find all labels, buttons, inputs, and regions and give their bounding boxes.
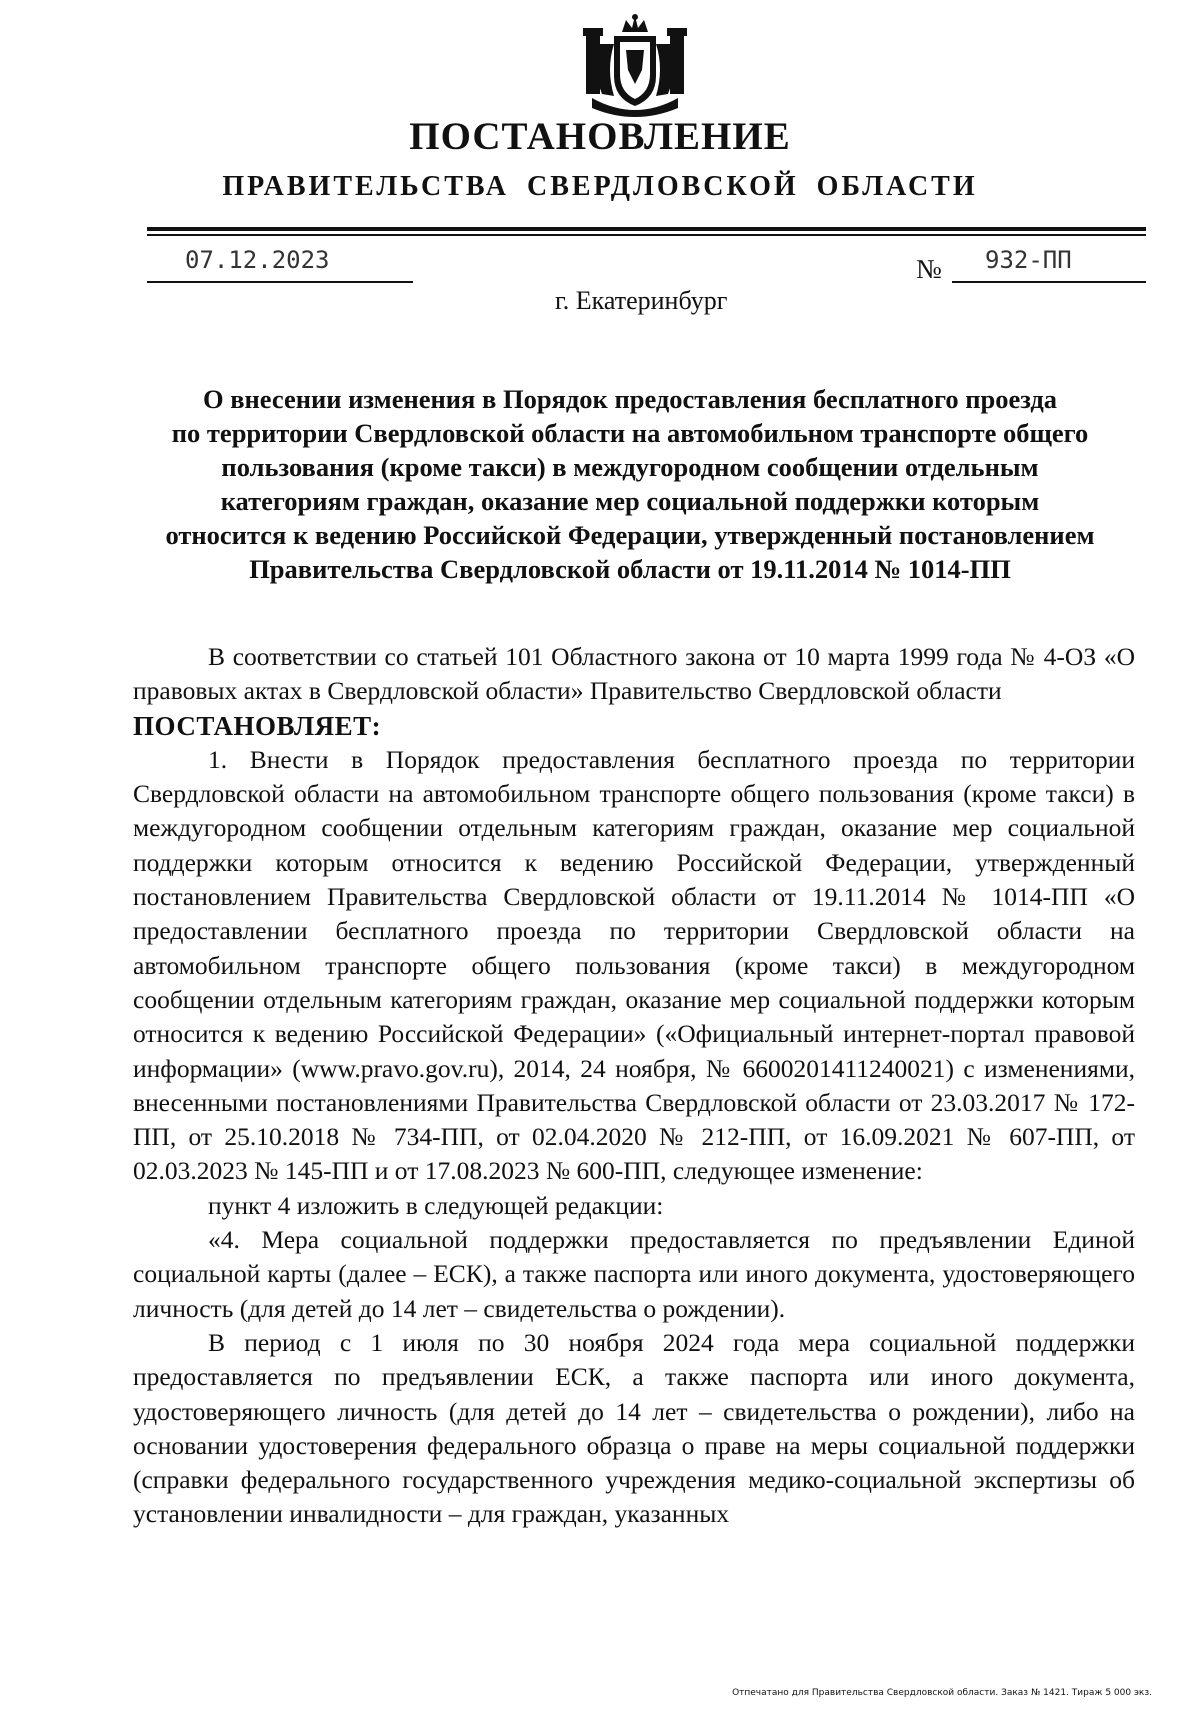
coat-of-arms-icon [580,14,690,118]
subject-line: относится к ведению Российской Федерации, утвержденный постановлением [165,520,1095,550]
document-number: 932-ПП [985,246,1072,274]
number-sign: № [916,254,942,284]
issuing-authority: ПРАВИТЕЛЬСТВА СВЕРДЛОВСКОЙ ОБЛАСТИ [222,171,978,202]
subject-line: О внесении изменения в Порядок предоставления бесплатного проезда [202,384,1058,414]
subject-line: по территории Свердловской области на автомобильном транспорте общего [171,418,1089,448]
subject-line: категориям граждан, оказание мер социальной поддержки которым [220,486,1040,516]
date-underline [147,281,413,283]
resolves-heading: ПОСТАНОВЛЯЕТ: [133,710,382,741]
item-1-intro: пункт 4 изложить в следующей редакции: [208,1190,664,1220]
number-underline [952,281,1146,283]
document-date: 07.12.2023 [185,246,330,274]
header-divider-thin [147,234,1146,236]
document-subject [130,382,1130,586]
preamble-paragraph: В соответствии со статьей 101 Областного закона от 10 марта 1999 года № 4-ОЗ «О правовых актах в Свердловской области» Правительство Свердловской области [133,642,1135,706]
quoted-paragraph-1: «4. Мера социальной поддержки предоставляется по предъявлении Единой социальной карты (далее – ЕСК), а также паспорта или иного документа, удостоверяющего личность (для детей до 14 лет – свидетельства о рождении). [133,1225,1135,1323]
subject-line: Правительства Свердловской области от 19.11.2014 № 1014-ПП [249,554,1011,584]
document-body [133,640,1135,1532]
header-divider-thick [147,227,1146,231]
quoted-paragraph-2: В период с 1 июля по 30 ноября 2024 года мера социальной поддержки предоставляется по предъявлении ЕСК, а также паспорта или иного документа, удостоверяющего личность (для детей до 14 лет – свидетельства о рождении), либо на основании удостоверения федерального образца о праве на меры социальной поддержки (справки федерального государственного учреждения медико-социальной экспертизы об установлении инвалидности – для граждан, указанных [133,1327,1135,1529]
print-note: Отпечатано для Правительства Свердловской области. Заказ № 1421. Тираж 5 000 экз. [732,1688,1152,1698]
document-type-title: ПОСТАНОВЛЕНИЕ [409,115,791,158]
city-of-issue: г. Екатеринбург [555,286,728,315]
subject-line: пользования (кроме такси) в междугородном сообщении отдельным [221,452,1039,482]
item-1-paragraph: 1. Внести в Порядок предоставления бесплатного проезда по территории Свердловской области на автомобильном транспорте общего пользования (кроме такси) в междугородном сообщении отдельным категориям граждан, оказание мер социальной поддержки которым относится к ведению Российской Федерации, утвержденный постановлением Правительства Свердловской области от 19.11.2014 № 1014-ПП «О предоставлении бесплатного проезда по территории Свердловской области на автомобильном транспорте общего пользования (кроме такси) в междугородном сообщении отдельным категориям граждан, оказание мер социальной поддержки которым относится к ведению Российской Федерации» («Официальный интернет-портал правовой информации» (www.pravo.gov.ru), 2014, 24 ноября, № 6600201411240021) с изменениями, внесенными постановлениями Правительства Свердловской области от 23.03.2017 № 172-ПП, от 25.10.2018 № 734-ПП, от 02.04.2020 № 212-ПП, от 16.09.2021 № 607-ПП, от 02.03.2023 № 145-ПП и от 17.08.2023 № 600-ПП, следующее изменение: [133,744,1135,1186]
